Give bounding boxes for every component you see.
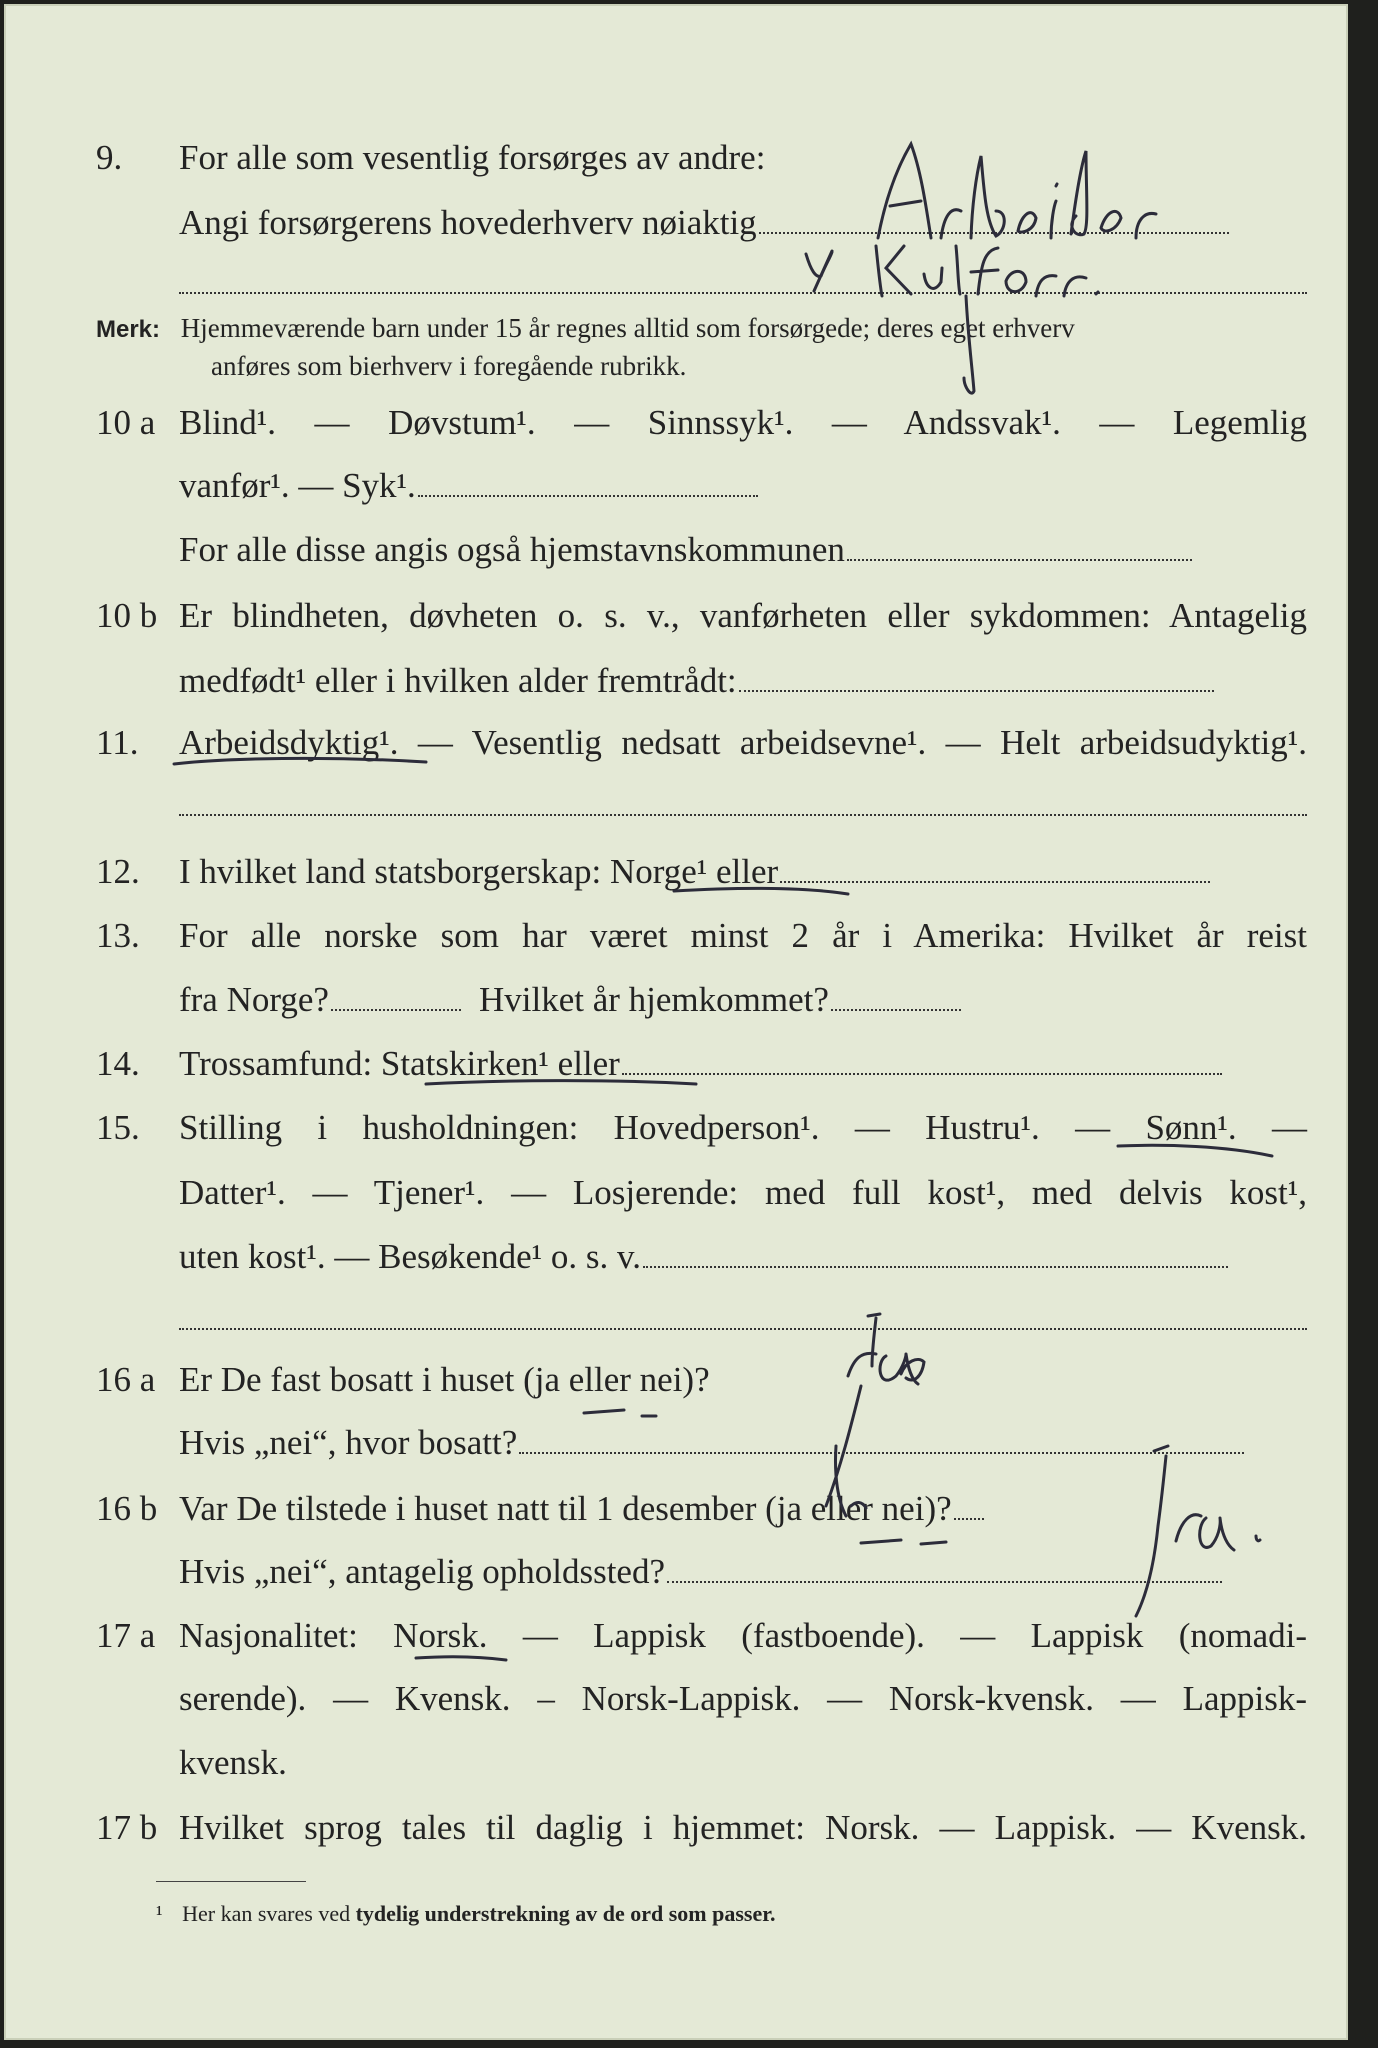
q17a-number: 17 a (96, 1616, 156, 1655)
q13-line1: For alle norske som har været minst 2 år i Amerika: Hvilket år reist (179, 916, 1307, 955)
q15-line3-wrap (179, 1225, 1228, 1289)
q13-row1 (6, 904, 1350, 968)
q17b-number: 17 b (96, 1808, 158, 1847)
q16b-answer-line (954, 1516, 984, 1520)
q16a-line2-wrap (179, 1411, 1244, 1475)
q10a-line3-wrap (179, 518, 1192, 582)
q14-line1-wrap (179, 1032, 1222, 1096)
q10a-syk-line (418, 493, 758, 497)
q10a-number: 10 a (96, 403, 156, 442)
footnote-divider (156, 1881, 306, 1882)
q10b-row1 (6, 584, 1350, 648)
q13-row2 (6, 968, 1350, 1032)
q12-line1-wrap (179, 840, 1210, 904)
q10b-number: 10 b (96, 596, 158, 635)
q10a-row3 (6, 518, 1350, 582)
q10a-line3: For alle disse angis også hjemstavnskommunen (179, 530, 845, 569)
q10a-line2-wrap (179, 454, 758, 518)
q16b-line1-wrap (179, 1477, 984, 1541)
q11-number: 11. (96, 723, 139, 762)
census-form-page (4, 4, 1348, 2040)
q14-row1 (6, 1032, 1350, 1096)
q10b-line2: medfødt¹ eller i hvilken alder fremtrådt: (179, 661, 737, 700)
q17a-line2: serende). — Kvensk. – Norsk-Lappisk. — Norsk-kvensk. — Lappisk- (179, 1679, 1307, 1718)
q16a-line1: Er De fast bosatt i huset (ja eller nei)? (179, 1360, 710, 1399)
q9-answer-line (759, 230, 1229, 234)
merk-line2: anføres som bierhverv i foregående rubrikk. (211, 351, 687, 381)
q15-number: 15. (96, 1108, 140, 1147)
q11-row1 (6, 711, 1350, 775)
q13-line2-wrap (179, 968, 961, 1032)
q17b-row1 (6, 1796, 1350, 1860)
q15-row3 (6, 1225, 1350, 1289)
q17a-row1 (6, 1604, 1350, 1668)
q15-answer-line (643, 1264, 1228, 1268)
q10b-line1: Er blindheten, døvheten o. s. v., vanførheten eller sykdommen: Antagelig (179, 596, 1307, 635)
q16b-row2 (6, 1540, 1350, 1604)
footnote-plain: Her kan svares ved (182, 1901, 351, 1926)
q13-line2a: fra Norge? (179, 980, 329, 1019)
q13-hjemkommet-line (831, 1007, 961, 1011)
q15-line1: Stilling i husholdningen: Hovedperson¹. — Hustru¹. — Sønn¹. — (179, 1108, 1307, 1147)
footnote (156, 1901, 776, 1927)
q16a-row1 (6, 1348, 1350, 1412)
q15-line2: Datter¹. — Tjener¹. — Losjerende: med full kost¹, med delvis kost¹, (179, 1173, 1307, 1212)
q10a-line1: Blind¹. — Døvstum¹. — Sinnssyk¹. — Andssvak¹. — Legemlig (179, 403, 1307, 442)
q10a-kommune-line (847, 557, 1192, 561)
q15-row1 (6, 1096, 1350, 1160)
q16a-row2 (6, 1411, 1350, 1475)
q12-row1 (6, 840, 1350, 904)
q10b-answer-line (739, 688, 1214, 692)
q10a-row2 (6, 454, 1350, 518)
q9-row2 (6, 191, 1350, 255)
q16b-line1: Var De tilstede i huset natt til 1 desember (ja eller nei)? (179, 1489, 952, 1528)
q13-reist-line (331, 1007, 461, 1011)
q9-line2-text: Angi forsørgerens hovederhverv nøiaktig (179, 203, 757, 242)
q15-line3: uten kost¹. — Besøkende¹ o. s. v. (179, 1237, 642, 1276)
q11-answer-line (179, 814, 1307, 816)
q13-line2b: Hvilket år hjemkommet? (478, 980, 829, 1019)
q10a-line2: vanfør¹. — Syk¹. (179, 466, 416, 505)
q17a-line1: Nasjonalitet: Norsk. — Lappisk (fastboende). — Lappisk (nomadi- (179, 1616, 1307, 1655)
q10b-row2 (6, 649, 1350, 713)
q11-line1: Arbeidsdyktig¹. — Vesentlig nedsatt arbeidsevne¹. — Helt arbeidsudyktig¹. (179, 723, 1307, 762)
q17b-line1: Hvilket sprog tales til daglig i hjemmet: Norsk. — Lappisk. — Kvensk. (179, 1808, 1307, 1847)
q14-answer-line (622, 1071, 1222, 1075)
q16b-number: 16 b (96, 1489, 158, 1528)
q14-line1: Trossamfund: Statskirken¹ eller (179, 1044, 620, 1083)
q12-number: 12. (96, 852, 140, 891)
q15-answer-line-2 (179, 1328, 1307, 1330)
q9-line1: For alle som vesentlig forsørges av andre: (179, 138, 766, 177)
q17a-line3: kvensk. (179, 1743, 287, 1782)
q9-answer-line-2 (179, 292, 1307, 294)
q9-line2 (179, 191, 1229, 255)
q16b-line2-wrap (179, 1540, 1222, 1604)
merk-row1 (96, 308, 1075, 350)
q10b-line2-wrap (179, 649, 1214, 713)
q16a-number: 16 a (96, 1360, 156, 1399)
q17a-row2 (6, 1667, 1350, 1731)
q16b-opholdssted-line (667, 1579, 1222, 1583)
q13-number: 13. (96, 916, 140, 955)
q10a-row1 (6, 391, 1350, 455)
q9-number: 9. (96, 138, 123, 177)
merk-label: Merk: (96, 316, 161, 343)
q16b-row1 (6, 1477, 1350, 1541)
q16a-line2: Hvis „nei“, hvor bosatt? (179, 1423, 518, 1462)
q17a-row3 (6, 1731, 1350, 1795)
q12-line1: I hvilket land statsborgerskap: Norge¹ eller (179, 852, 779, 891)
footnote-bold: tydelig understrekning av de ord som passer. (355, 1901, 776, 1926)
q15-row2 (6, 1161, 1350, 1225)
q16a-answer-line (519, 1450, 1244, 1454)
q16b-line2: Hvis „nei“, antagelig opholdssted? (179, 1552, 665, 1591)
merk-line1: Hjemmeværende barn under 15 år regnes alltid som forsørgede; deres eget erhverv (180, 313, 1075, 343)
q12-answer-line (780, 879, 1210, 883)
q9-row1 (6, 126, 1350, 190)
q14-number: 14. (96, 1044, 140, 1083)
footnote-mark: ¹ (156, 1901, 163, 1926)
